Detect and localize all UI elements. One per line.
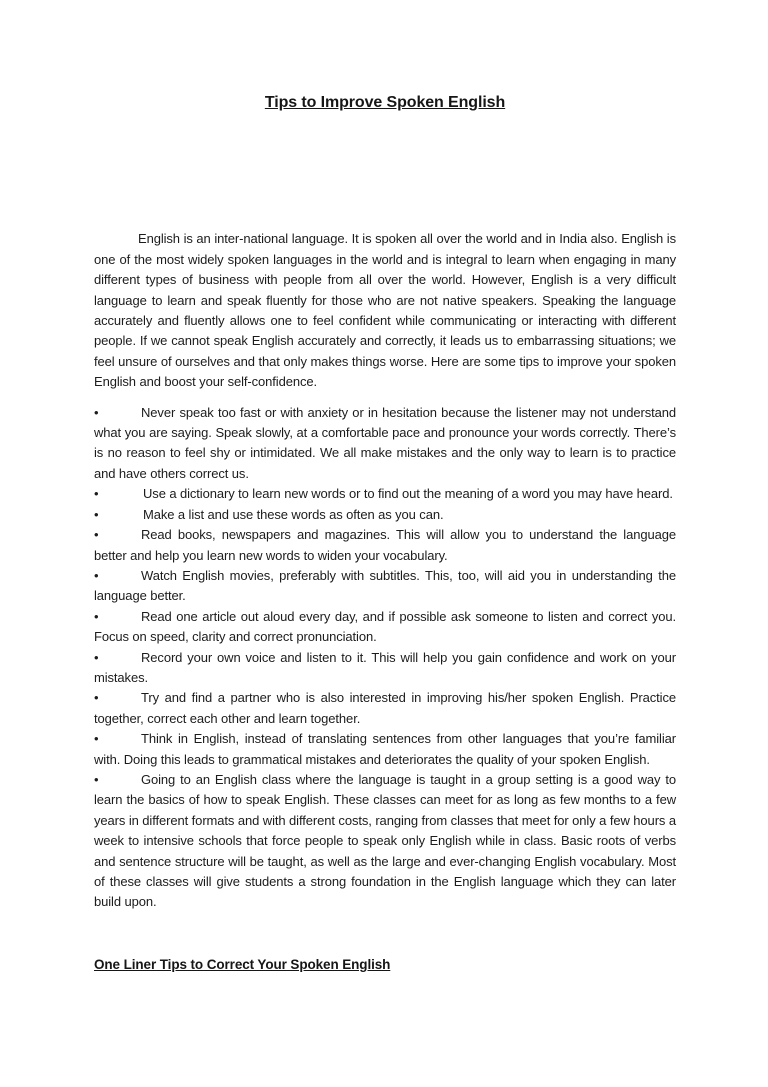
bullet-icon: • [94,771,99,787]
tip-text: Use a dictionary to learn new words or to find out the meaning of a word you may have heard. [143,486,673,502]
tip-text: Going to an English class where the language is taught in a group setting is a good way to learn the basics of how to speak English. These classes can meet for as long as few months to a few years in different formats and with different costs, ranging from classes that meet for only a few hours a week to intensive schools that force people to speak only English while in class. Basic roots of verbs and sentence structure will be taught, as well as the large and ever-changing English vocabulary. Most of these classes will give students a strong foundation in the English language which they can later build upon. [94,771,676,910]
bullet-icon: • [94,649,99,665]
tip-text: Read books, newspapers and magazines. This will allow you to understand the language better and help you learn new words to widen your vocabulary. [94,527,676,563]
tip-item [94,770,676,913]
tip-text: Never speak too fast or with anxiety or in hesitation because the listener may not understand what you are saying. Speak slowly, at a comfortable pace and pronounce your words correctly. There’s is no reason to feel shy or intimidated. We all make mistakes and the only way to learn is to practice and have others correct us. [94,404,676,481]
tip-item [94,484,676,504]
tip-text: Try and find a partner who is also interested in improving his/her spoken English. Practice together, correct each other and learn together. [94,690,676,726]
bullet-icon: • [94,567,99,583]
tip-item [94,525,676,566]
tip-item [94,729,676,770]
bullet-icon: • [94,486,99,502]
tip-text: Make a list and use these words as often as you can. [143,506,444,522]
tip-text: Read one article out aloud every day, and if possible ask someone to listen and correct you. Focus on speed, clarity and correct pronunciation. [94,608,676,645]
bullet-icon: • [94,527,99,543]
bullet-icon: • [94,731,99,747]
tip-item [94,505,676,525]
tip-text: Record your own voice and listen to it. This will help you gain confidence and work on your mistakes. [94,649,676,685]
bullet-icon: • [94,404,99,420]
tip-item [94,688,676,729]
tip-item [94,403,676,485]
bullet-icon: • [94,608,99,624]
tip-item [94,566,676,607]
document-title: Tips to Improve Spoken English [264,94,506,111]
bullet-icon: • [94,690,99,706]
tip-item [94,607,676,648]
tip-text: Think in English, instead of translating sentences from other languages that you’re familiar with. Doing this leads to grammatical mistakes and deteriorates the quality of your spoken English. [94,731,676,767]
tip-item [94,648,676,689]
tips-list [94,403,676,913]
tip-text: Watch English movies, preferably with subtitles. This, too, will aid you in understanding the language better. [94,567,676,604]
bullet-icon: • [94,506,99,522]
intro-paragraph: English is an inter-national language. It is spoken all over the world and in India also. English is one of the most widely spoken languages in the world and is integral to learn when engaging in many different types of business with people from all over the world. However, English is a very difficult language to learn and speak fluently for those who are not native speakers. Speaking the language accurately and fluently allows one to feel confident while communicating or interacting with different people. If we cannot speak English accurately and correctly, it leads us to embarrassing situations; we feel unsure of ourselves and that only makes things worse. Here are some tips to improve your spoken English and boost your self-confidence. [94,231,676,390]
section-heading: One Liner Tips to Correct Your Spoken English [94,956,391,972]
